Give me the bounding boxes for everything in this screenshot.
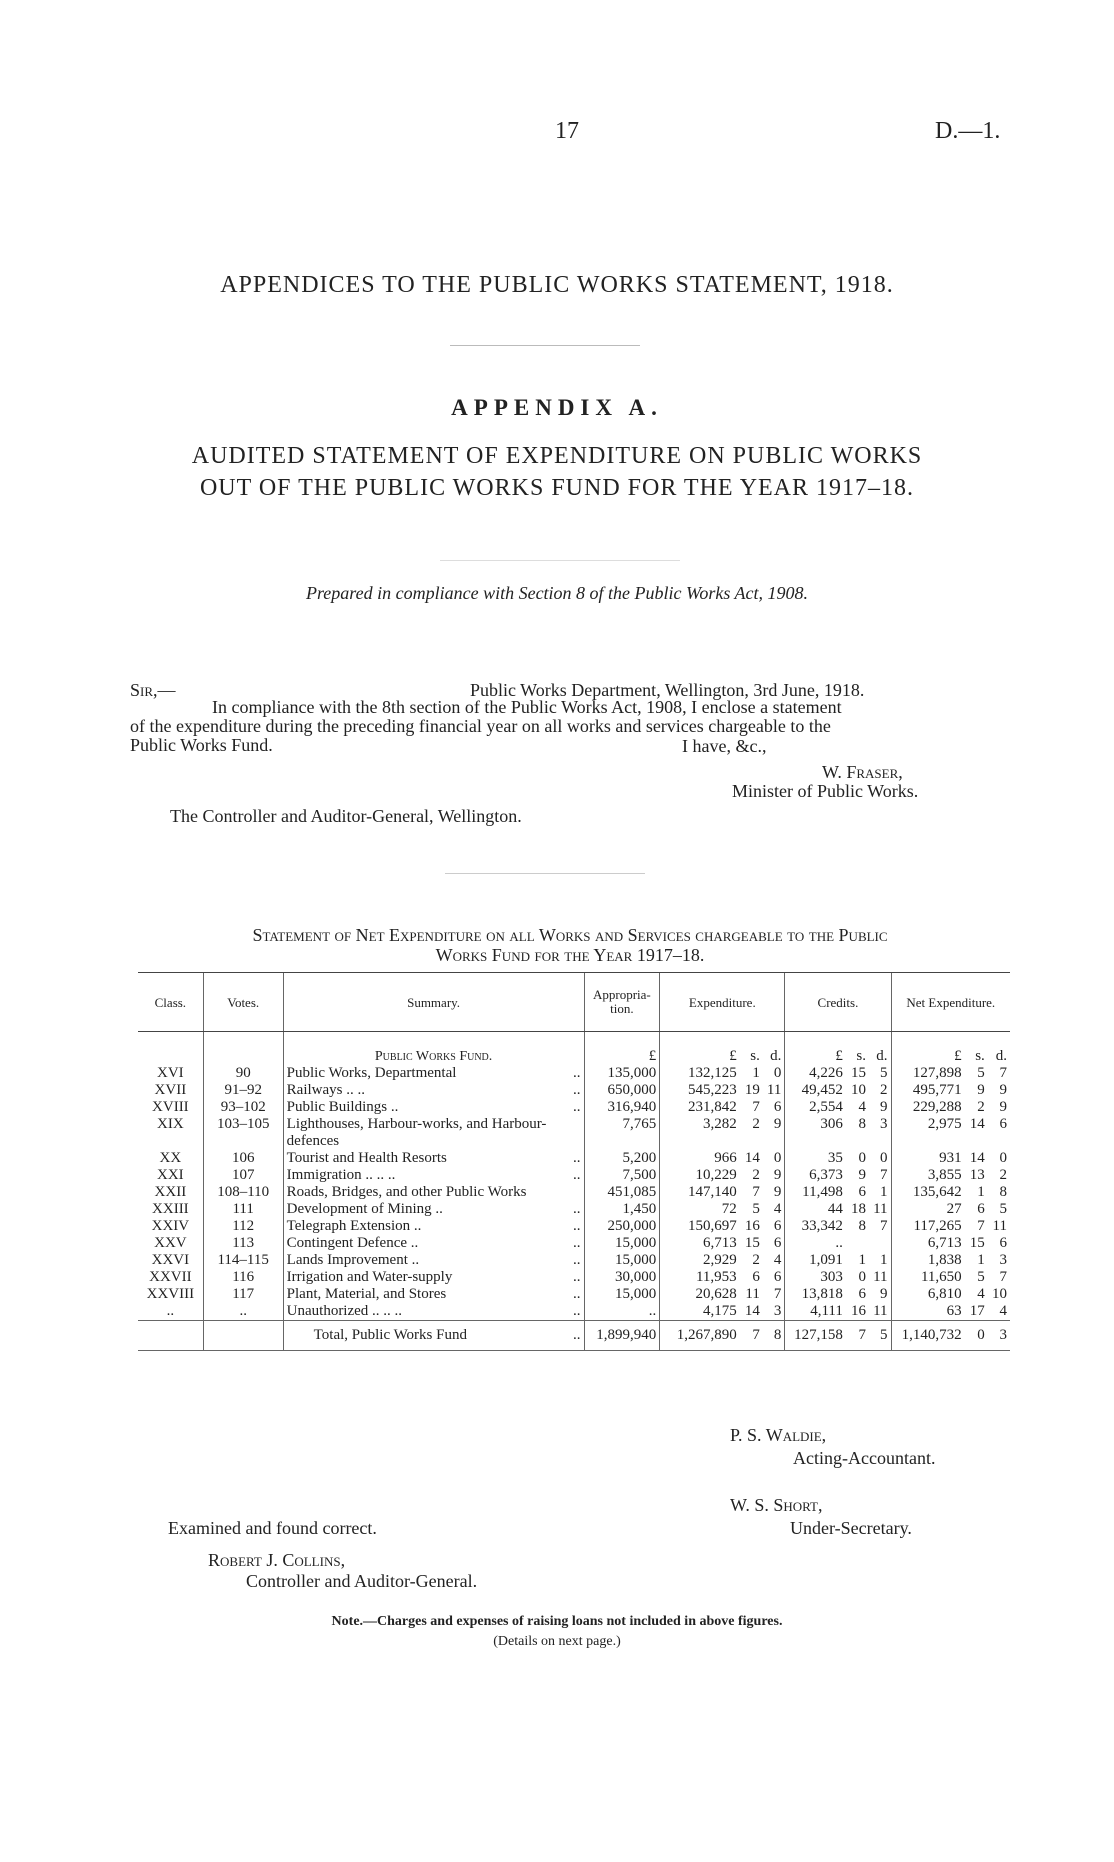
row-class: XX [159,1150,182,1166]
row-cr-pounds: 11,498 [785,1184,846,1201]
row-net-pence: 3 [999,1252,1007,1268]
row-net-pounds: 6,713 [891,1235,965,1252]
row-class: XXV [154,1235,187,1251]
header-summary: Summary. [283,973,584,1032]
row-class: XXIII [152,1201,189,1217]
page-number: 17 [555,118,579,144]
row-net-pounds: 2,975 [891,1116,965,1150]
audit-title-line1: AUDITED STATEMENT OF EXPENDITURE ON PUBLIC WORKS [191,443,923,469]
row-class: XXVII [149,1269,192,1285]
row-exp-pounds: 20,628 [660,1286,740,1303]
row-exp-shillings: 11 [745,1286,760,1302]
row-net-shillings: 5 [977,1269,985,1285]
examined-note: Examined and found correct. [168,1518,377,1538]
row-approp: 250,000 [584,1218,660,1235]
total-cr-pounds: 127,158 [785,1321,846,1351]
row-exp-pounds: 2,929 [660,1252,740,1269]
row-summary-dots: .. [573,1099,581,1115]
secretary-name: W. S. Short, [730,1495,823,1515]
row-class: XVIII [152,1099,189,1115]
unit-shilling: s. [750,1048,760,1064]
row-cr-pounds: 2,554 [785,1099,846,1116]
row-summary [283,1252,584,1269]
row-net-pence: 11 [992,1218,1007,1234]
row-summary-text: Contingent Defence .. [286,1235,419,1251]
row-summary-text: Railways .. .. [286,1082,365,1098]
row-cr-shillings: 15 [851,1065,866,1081]
letter-signer-title: Minister of Public Works. [732,781,919,801]
row-votes: .. [203,1303,283,1321]
row-approp: 15,000 [584,1252,660,1269]
unit-shilling: s. [975,1048,985,1064]
header-net-expenditure: Net Expenditure. [891,973,1010,1032]
audit-title [0,440,1114,504]
row-exp-shillings: 14 [744,1303,760,1319]
row-net-pounds: 931 [891,1150,965,1167]
row-cr-shillings: 0 [858,1150,866,1166]
prepared-note: Prepared in compliance with Section 8 of the Public Works Act, 1908. [305,583,809,603]
row-cr-shillings: 1 [858,1252,866,1268]
auditor-title: Controller and Auditor-General. [246,1571,478,1591]
secretary-title: Under-Secretary. [790,1518,912,1538]
row-summary-text: Lighthouses, Harbour-works, and Harbour-defences [286,1116,547,1149]
row-summary [283,1065,584,1082]
letter-body-line2: of the expenditure during the preceding financial year on all works and services chargeable to the [130,716,831,736]
row-net-pounds: 3,855 [891,1167,965,1184]
row-exp-shillings: 15 [744,1235,760,1251]
row-summary-text: Irrigation and Water-supply [286,1269,453,1285]
row-summary-dots: .. [573,1201,581,1217]
fund-subheading: Public Works Fund. [283,1032,584,1066]
total-net-pounds: 1,140,732 [891,1321,965,1351]
row-summary [283,1286,584,1303]
row-net-shillings: 14 [969,1116,985,1132]
row-exp-shillings: 19 [744,1082,760,1098]
row-net-shillings: 4 [977,1286,985,1302]
total-exp-pence: 8 [763,1321,785,1351]
statement-title-line1: Statement of Net Expenditure on all Works and Services chargeable to the Public [252,925,888,945]
row-exp-pounds: 6,713 [660,1235,740,1252]
row-summary-text: Tourist and Health Resorts [286,1150,447,1166]
row-summary [283,1201,584,1218]
row-net-pence: 6 [999,1116,1007,1132]
row-cr-pence: 2 [880,1082,888,1098]
header-votes: Votes. [203,973,283,1032]
unit-pound: £ [891,1032,965,1066]
auditor-name: Robert J. Collins, [208,1550,346,1570]
letter-body-line3: Public Works Fund. [130,735,273,755]
row-net-pence: 6 [999,1235,1007,1251]
row-exp-pounds: 150,697 [660,1218,740,1235]
row-votes: 91–92 [203,1082,283,1099]
audit-title-line2: OUT OF THE PUBLIC WORKS FUND FOR THE YEAR 1917–18. [199,475,915,501]
row-votes: 103–105 [203,1116,283,1150]
row-votes: 107 [203,1167,283,1184]
row-votes: 111 [203,1201,283,1218]
accountant-title: Acting-Accountant. [793,1448,936,1468]
total-label [283,1321,584,1351]
row-exp-pence: 6 [773,1235,782,1251]
row-exp-pounds: 966 [660,1150,740,1167]
row-summary [283,1082,584,1099]
row-approp: 650,000 [584,1082,660,1099]
row-summary-dots: .. [573,1303,581,1319]
row-summary-dots: .. [573,1286,581,1302]
row-summary-dots: .. [573,1252,581,1268]
letter-dateline: Public Works Department, Wellington, 3rd June, 1918. [470,680,865,700]
row-cr-pence: 11 [873,1269,888,1285]
row-cr-pounds: 35 [785,1150,846,1167]
row-summary-dots: .. [573,1150,581,1166]
row-cr-pounds: 44 [785,1201,846,1218]
letter-body [130,698,1005,755]
row-exp-pounds: 132,125 [660,1065,740,1082]
unit-pound: £ [785,1032,846,1066]
row-exp-pounds: 72 [660,1201,740,1218]
row-net-pounds: 6,810 [891,1286,965,1303]
unit-pound: £ [584,1032,660,1066]
table-row [138,1252,1010,1269]
row-class: .. [166,1303,175,1319]
table-row [138,1065,1010,1082]
row-net-shillings: 5 [977,1065,985,1081]
row-summary-dots: .. [573,1167,581,1183]
row-net-pence: 9 [999,1099,1007,1115]
row-summary-text: Telegraph Extension .. [286,1218,422,1234]
row-cr-pence: 7 [880,1167,888,1183]
total-net-shillings: 0 [965,1321,988,1351]
row-cr-shillings [846,1235,869,1252]
row-exp-pounds: 3,282 [660,1116,740,1150]
header-class: Class. [138,973,203,1032]
row-cr-pounds: 303 [785,1269,846,1286]
row-cr-pounds: .. [785,1235,846,1252]
row-votes: 113 [203,1235,283,1252]
row-class: XXII [154,1184,187,1200]
row-exp-shillings: 14 [744,1150,760,1166]
footnote-line1: Note.—Charges and expenses of raising loans not included in above figures. [331,1614,783,1629]
row-exp-shillings: 16 [744,1218,760,1234]
row-summary-text: Public Buildings .. [286,1099,399,1115]
row-net-pounds: 135,642 [891,1184,965,1201]
row-cr-shillings: 16 [851,1303,866,1319]
row-net-pounds: 495,771 [891,1082,965,1099]
row-summary [283,1184,584,1201]
row-net-shillings: 6 [977,1201,985,1217]
total-label-text: Total, Public Works Fund [313,1327,467,1343]
row-net-pence: 9 [999,1082,1007,1098]
row-votes: 114–115 [203,1252,283,1269]
row-net-pence: 2 [999,1167,1007,1183]
total-row [138,1321,1010,1351]
table-row [138,1201,1010,1218]
row-approp: 15,000 [584,1235,660,1252]
row-summary [283,1099,584,1116]
appendix-title: APPENDIX A. [451,395,663,420]
table-row [138,1099,1010,1116]
statement-title-line2: Works Fund for the Year 1917–18. [435,945,705,965]
letter-closing: I have, &c., [682,736,767,756]
letter-salutation: Sir,— [130,680,176,700]
row-votes: 116 [203,1269,283,1286]
row-cr-pounds: 1,091 [785,1252,846,1269]
accountant-name: P. S. Waldie, [730,1425,827,1445]
row-exp-pounds: 4,175 [660,1303,740,1321]
row-cr-pence: 7 [880,1218,888,1234]
row-net-pence: 10 [992,1286,1007,1302]
row-cr-shillings: 6 [858,1184,866,1200]
row-net-pounds: 117,265 [891,1218,965,1235]
row-exp-shillings: 7 [752,1099,760,1115]
row-votes: 117 [203,1286,283,1303]
row-exp-pence: 7 [773,1286,782,1302]
row-exp-shillings: 1 [752,1065,760,1081]
row-exp-shillings: 2 [752,1167,760,1183]
row-summary [283,1269,584,1286]
table-row [138,1303,1010,1321]
row-summary [283,1235,584,1252]
row-net-pounds: 229,288 [891,1099,965,1116]
row-net-shillings: 15 [969,1235,985,1251]
row-cr-shillings: 0 [858,1269,866,1285]
total-cr-shillings: 7 [846,1321,869,1351]
divider [450,345,640,346]
letter-addressee: The Controller and Auditor-General, Wellington. [170,806,522,826]
row-class: XXVIII [146,1286,195,1302]
row-cr-pence: 9 [880,1099,888,1115]
row-summary [283,1303,584,1321]
row-class: XXVI [151,1252,190,1268]
row-approp: 5,200 [584,1150,660,1167]
row-cr-pence [869,1235,891,1252]
row-net-shillings: 2 [977,1099,985,1115]
row-cr-pence: 1 [880,1184,888,1200]
unit-pence: d. [995,1048,1007,1064]
row-exp-pence: 6 [773,1099,782,1115]
row-summary-text: Unauthorized .. .. .. [286,1303,403,1319]
unit-pence: d. [770,1048,782,1064]
footnote-line2: (Details on next page.) [493,1634,621,1649]
row-exp-pence: 3 [773,1303,782,1319]
row-exp-pence: 0 [773,1065,782,1081]
table-row [138,1269,1010,1286]
row-summary-dots: .. [573,1235,581,1251]
row-cr-pence: 11 [873,1201,888,1217]
row-exp-shillings: 2 [752,1252,760,1268]
row-cr-pence: 5 [880,1065,888,1081]
row-summary-text: Roads, Bridges, and other Public Works [286,1184,527,1200]
row-class: XXIV [151,1218,190,1234]
row-exp-pence: 6 [773,1218,782,1234]
row-net-pence: 5 [999,1201,1007,1217]
row-net-shillings: 7 [977,1218,985,1234]
row-exp-pence: 4 [773,1252,782,1268]
total-dots: .. [573,1327,581,1343]
row-summary-text: Public Works, Departmental [286,1065,457,1081]
divider [445,873,645,874]
row-approp: 7,500 [584,1167,660,1184]
row-exp-pence: 9 [773,1184,782,1200]
row-cr-shillings: 8 [858,1218,866,1234]
row-exp-pence: 9 [773,1167,782,1183]
row-cr-pounds: 4,111 [785,1303,846,1321]
row-summary-text: Lands Improvement .. [286,1252,420,1268]
row-net-pence: 7 [999,1065,1007,1081]
row-cr-pounds: 6,373 [785,1167,846,1184]
row-summary [283,1167,584,1184]
table-header [138,973,1010,1032]
table-row [138,1184,1010,1201]
row-net-shillings: 13 [969,1167,985,1183]
row-approp: 316,940 [584,1099,660,1116]
row-approp: 135,000 [584,1065,660,1082]
row-summary [283,1218,584,1235]
row-cr-shillings: 6 [858,1286,866,1302]
row-net-pence: 4 [999,1303,1007,1319]
header-appropriation: Appropria-tion. [584,973,660,1032]
footnote [0,1612,1114,1652]
row-summary-text: Development of Mining .. [286,1201,443,1217]
row-net-pounds: 127,898 [891,1065,965,1082]
row-net-pounds: 1,838 [891,1252,965,1269]
row-net-pounds: 11,650 [891,1269,965,1286]
header-credits: Credits. [785,973,891,1032]
row-cr-pence: 3 [880,1116,888,1132]
row-exp-pounds: 231,842 [660,1099,740,1116]
row-class: XXI [157,1167,184,1183]
row-net-shillings: 1 [977,1252,985,1268]
row-exp-pence: 4 [773,1201,782,1217]
row-summary [283,1150,584,1167]
row-votes: 106 [203,1150,283,1167]
document-code: D.—1. [935,118,1001,144]
expenditure-table [138,972,1010,1351]
row-approp: 1,450 [584,1201,660,1218]
main-title: APPENDICES TO THE PUBLIC WORKS STATEMENT, 1918. [220,272,894,298]
row-cr-pounds: 49,452 [785,1082,846,1099]
row-net-shillings: 9 [977,1082,985,1098]
row-cr-shillings: 8 [858,1116,866,1132]
row-net-pence: 8 [999,1184,1007,1200]
table-row [138,1082,1010,1099]
units-row [138,1032,1010,1066]
row-net-shillings: 14 [969,1150,985,1166]
total-exp-shillings: 7 [740,1321,763,1351]
row-summary-text: Plant, Material, and Stores [286,1286,447,1302]
unit-pound: £ [660,1032,740,1066]
row-summary-text: Immigration .. .. .. [286,1167,396,1183]
row-summary [283,1116,584,1150]
row-votes: 112 [203,1218,283,1235]
unit-shilling: s. [856,1048,866,1064]
row-approp: 451,085 [584,1184,660,1201]
row-exp-pence: 11 [766,1082,782,1098]
letter-signer: W. Fraser, [822,762,903,782]
row-exp-shillings: 6 [752,1269,760,1285]
total-cr-pence: 5 [869,1321,891,1351]
table-row [138,1235,1010,1252]
row-approp: .. [584,1303,660,1321]
row-exp-pounds: 545,223 [660,1082,740,1099]
row-approp: 30,000 [584,1269,660,1286]
total-approp: 1,899,940 [584,1321,660,1351]
total-exp-pounds: 1,267,890 [660,1321,740,1351]
total-net-pence: 3 [988,1321,1010,1351]
row-net-pounds: 27 [891,1201,965,1218]
row-cr-pounds: 13,818 [785,1286,846,1303]
row-exp-pounds: 11,953 [660,1269,740,1286]
row-cr-shillings: 10 [851,1082,866,1098]
row-exp-pounds: 147,140 [660,1184,740,1201]
row-approp: 15,000 [584,1286,660,1303]
row-exp-pence: 9 [773,1116,782,1132]
row-approp: 7,765 [584,1116,660,1150]
row-cr-pence: 11 [873,1303,888,1319]
row-class: XIX [157,1116,184,1132]
row-exp-pence: 6 [773,1269,782,1285]
row-summary-dots: .. [573,1065,581,1081]
row-cr-pounds: 33,342 [785,1218,846,1235]
letter-body-line1: In compliance with the 8th section of the Public Works Act, 1908, I enclose a statement [212,697,842,717]
row-summary-dots: .. [573,1082,581,1098]
divider [440,560,680,561]
unit-pence: d. [876,1048,888,1064]
row-net-pounds: 63 [891,1303,965,1321]
table-row [138,1286,1010,1303]
row-net-pence: 7 [999,1269,1007,1285]
row-exp-pounds: 10,229 [660,1167,740,1184]
row-exp-shillings: 7 [752,1184,760,1200]
row-votes: 90 [203,1065,283,1082]
row-cr-pence: 1 [880,1252,888,1268]
statement-title [135,925,1005,965]
row-cr-pence: 0 [880,1150,888,1166]
row-exp-shillings: 5 [752,1201,760,1217]
header-expenditure: Expenditure. [660,973,785,1032]
row-cr-pence: 9 [880,1286,888,1302]
row-votes: 93–102 [203,1099,283,1116]
table-row [138,1167,1010,1184]
row-cr-shillings: 4 [858,1099,866,1115]
row-cr-shillings: 9 [858,1167,866,1183]
table-row [138,1150,1010,1167]
table-row [138,1218,1010,1235]
table-row [138,1116,1010,1150]
row-net-shillings: 17 [969,1303,985,1319]
row-exp-shillings: 2 [752,1116,760,1132]
row-net-shillings: 1 [977,1184,985,1200]
row-cr-pounds: 306 [785,1116,846,1150]
row-votes: 108–110 [203,1184,283,1201]
row-class: XVII [154,1082,187,1098]
row-summary-dots: .. [573,1269,581,1285]
row-cr-pounds: 4,226 [785,1065,846,1082]
row-exp-pence: 0 [773,1150,782,1166]
row-class: XVI [157,1065,184,1081]
row-cr-shillings: 18 [851,1201,866,1217]
row-net-pence: 0 [999,1150,1007,1166]
row-summary-dots: .. [573,1218,581,1234]
